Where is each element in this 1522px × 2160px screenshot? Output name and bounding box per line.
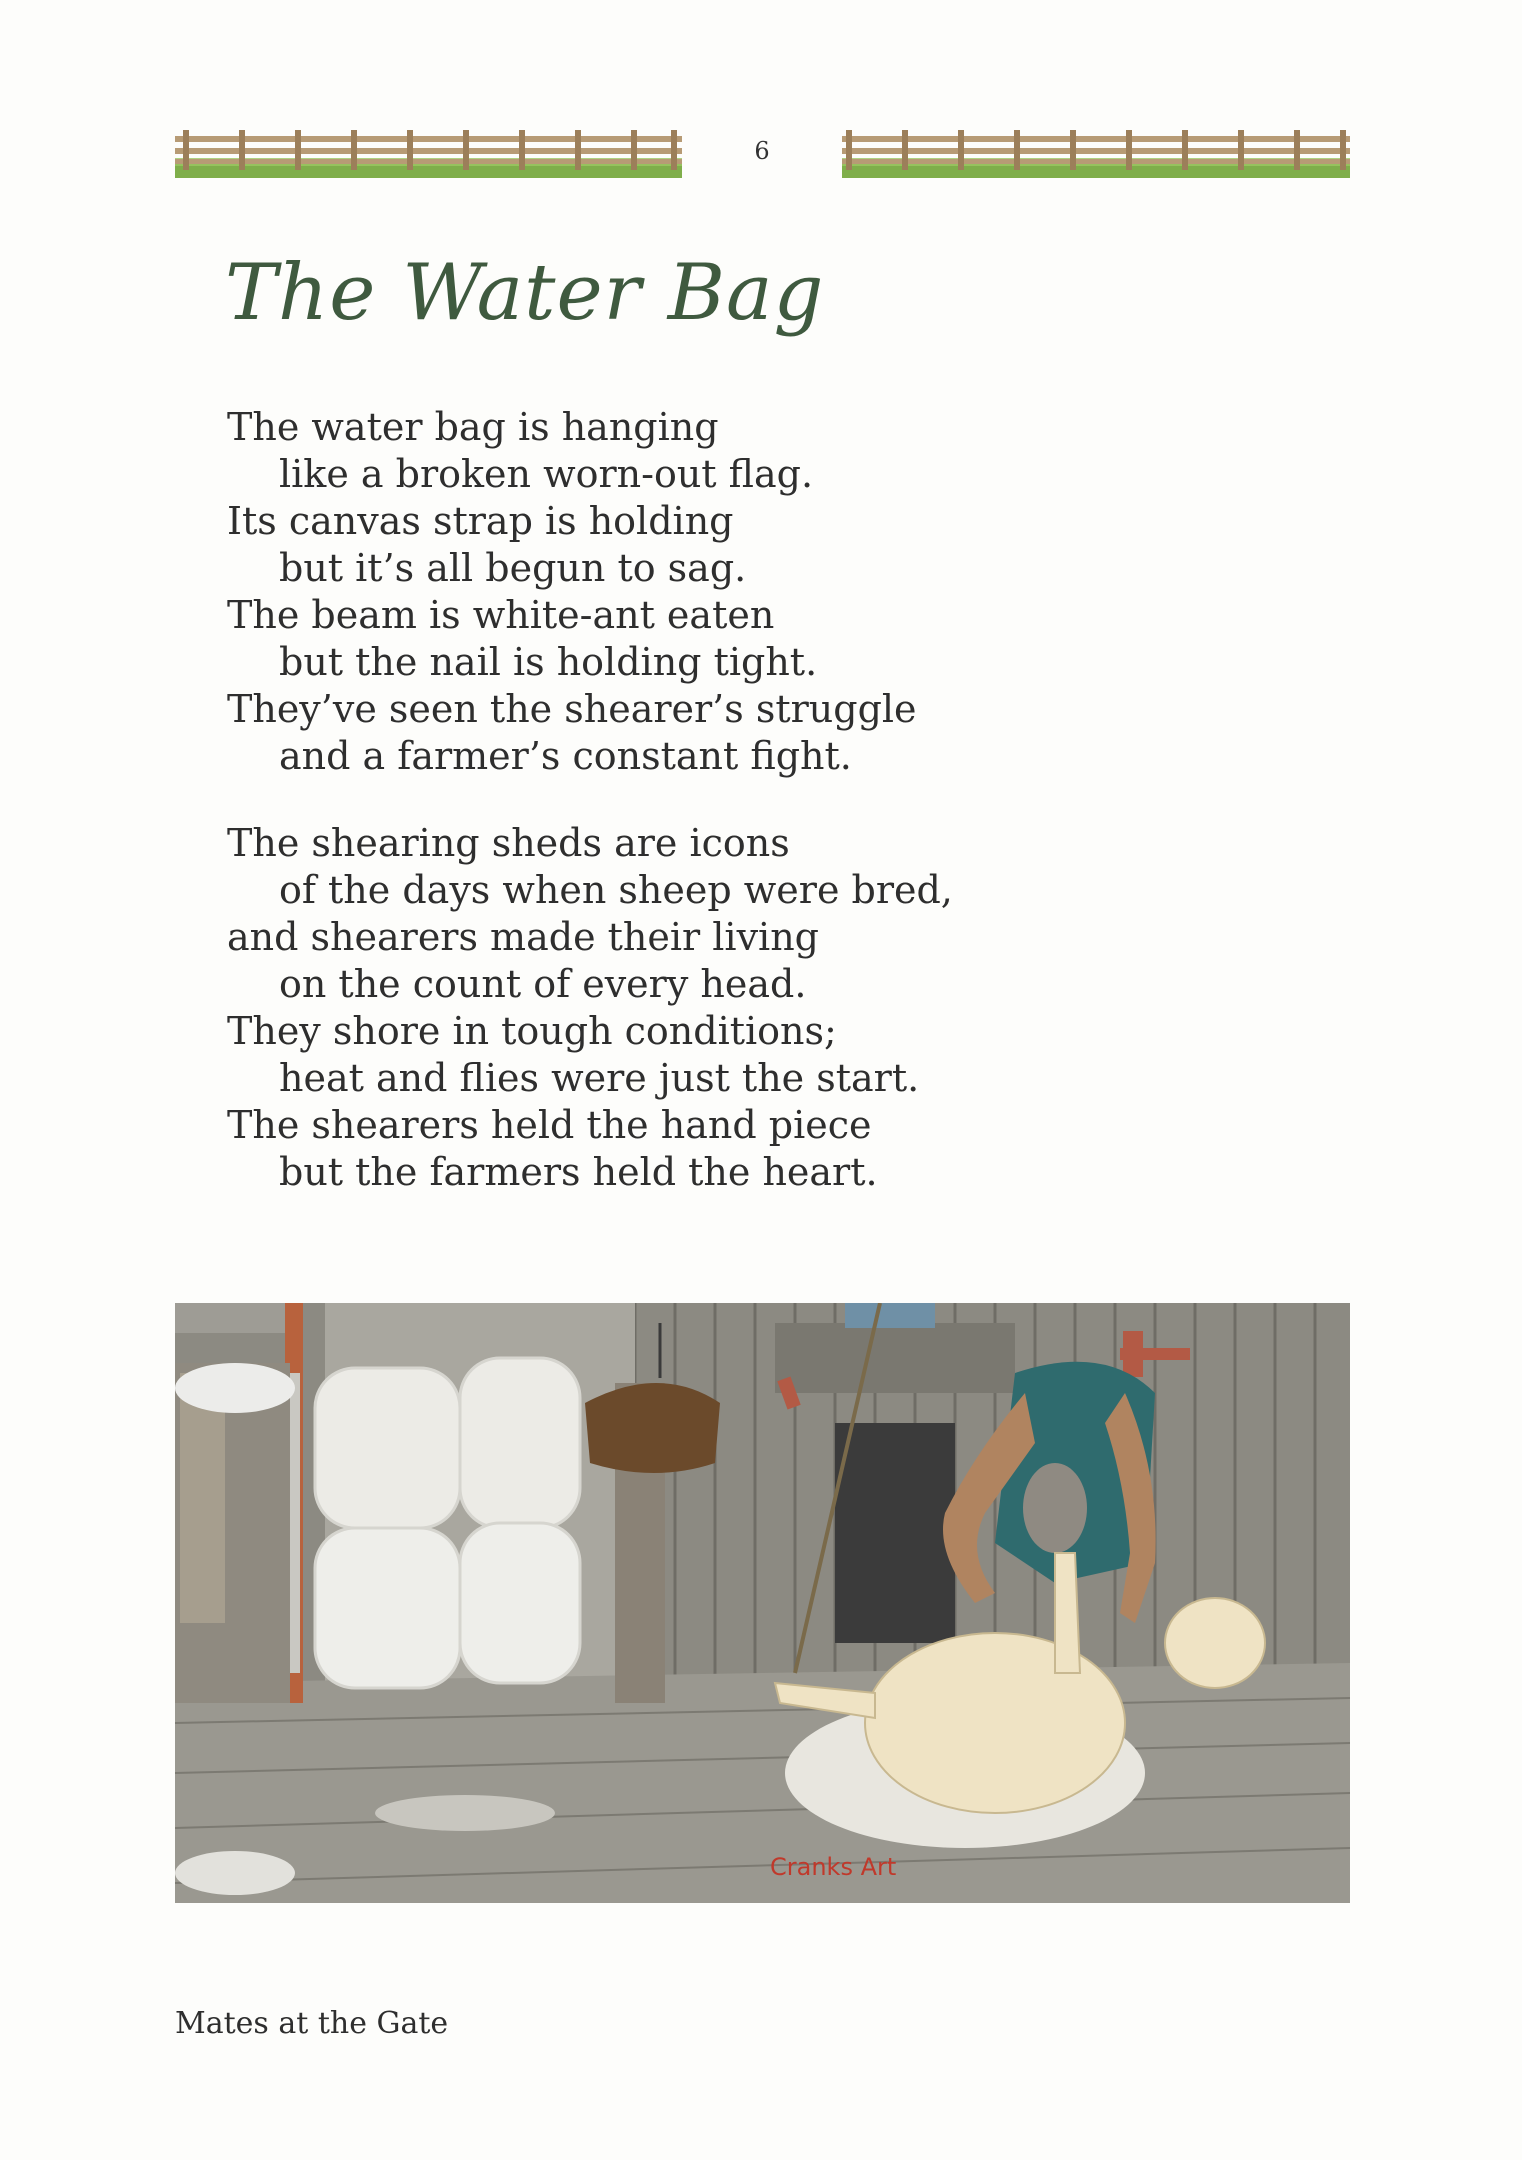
- stanza-2: [227, 820, 1127, 1196]
- poem-line: but the farmers held the heart.: [279, 1150, 878, 1194]
- poem-line: and a farmer’s constant fight.: [279, 734, 852, 778]
- shearing-shed-illustration: [175, 1303, 1350, 1903]
- poem-line: on the count of every head.: [279, 962, 807, 1006]
- fence-decoration-left: [175, 128, 682, 178]
- poem-line: heat and flies were just the start.: [279, 1056, 920, 1100]
- poem-line: but it’s all begun to sag.: [279, 546, 747, 590]
- poem-line: They’ve seen the shearer’s struggle: [227, 687, 917, 731]
- footer-book-title: Mates at the Gate: [175, 2006, 449, 2041]
- poem-line: The beam is white-ant eaten: [227, 593, 775, 637]
- page-number: 6: [754, 137, 770, 165]
- poem-line: but the nail is holding tight.: [279, 640, 818, 684]
- poem-line: They shore in tough conditions;: [227, 1009, 837, 1053]
- poem-line: like a broken worn-out flag.: [279, 452, 814, 496]
- poem-line: The shearing sheds are icons: [227, 821, 790, 865]
- poem-line: The shearers held the hand piece: [227, 1103, 872, 1147]
- poem-body: [227, 404, 1127, 1236]
- poem-title: The Water Bag: [225, 248, 825, 338]
- poem-line: The water bag is hanging: [227, 405, 719, 449]
- poem-line: of the days when sheep were bred,: [279, 868, 953, 912]
- artist-signature: Cranks Art: [770, 1853, 897, 1881]
- fence-decoration-right: [842, 128, 1350, 178]
- poem-line: Its canvas strap is holding: [227, 499, 734, 543]
- stanza-1: [227, 404, 1127, 780]
- poem-line: and shearers made their living: [227, 915, 819, 959]
